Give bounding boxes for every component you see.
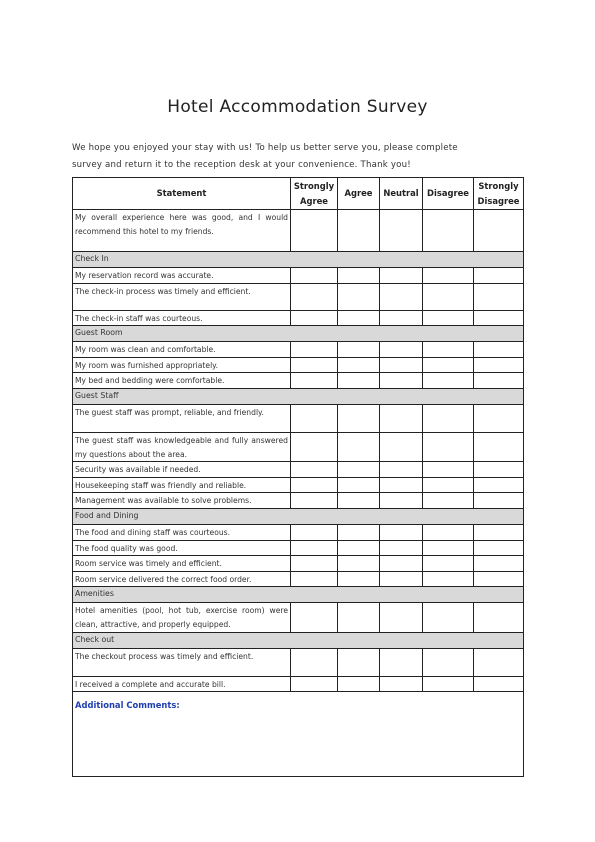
answer-cell-agree[interactable] xyxy=(338,493,380,509)
answer-cell-disagree[interactable] xyxy=(423,676,474,692)
answer-cell-disagree[interactable] xyxy=(423,310,474,326)
survey-question-row xyxy=(73,404,524,432)
answer-cell-neutral[interactable] xyxy=(380,648,423,676)
survey-question-row xyxy=(73,571,524,587)
answer-cell-disagree[interactable] xyxy=(423,373,474,389)
answer-cell-strongly-disagree[interactable] xyxy=(474,310,524,326)
section-title: Guest Staff xyxy=(73,388,524,404)
survey-question-row xyxy=(73,210,524,252)
answer-cell-strongly-disagree[interactable] xyxy=(474,603,524,632)
answer-cell-agree[interactable] xyxy=(338,524,380,540)
answer-cell-strongly-agree[interactable] xyxy=(291,373,338,389)
survey-question-row xyxy=(73,540,524,556)
answer-cell-agree[interactable] xyxy=(338,268,380,284)
answer-cell-agree[interactable] xyxy=(338,342,380,358)
survey-question-row xyxy=(73,493,524,509)
statement-text: The check-in staff was courteous. xyxy=(73,310,291,326)
answer-cell-strongly-agree[interactable] xyxy=(291,540,338,556)
answer-cell-agree[interactable] xyxy=(338,210,380,252)
answer-cell-strongly-disagree[interactable] xyxy=(474,477,524,493)
answer-cell-strongly-disagree[interactable] xyxy=(474,556,524,572)
answer-cell-strongly-disagree[interactable] xyxy=(474,676,524,692)
answer-cell-neutral[interactable] xyxy=(380,462,423,478)
statement-text: The check-in process was timely and efficient. xyxy=(73,283,291,310)
answer-cell-strongly-agree[interactable] xyxy=(291,477,338,493)
survey-question-row xyxy=(73,556,524,572)
answer-cell-strongly-agree[interactable] xyxy=(291,210,338,252)
section-title: Amenities xyxy=(73,587,524,603)
answer-cell-strongly-agree[interactable] xyxy=(291,268,338,284)
statement-text: I received a complete and accurate bill. xyxy=(73,676,291,692)
answer-cell-strongly-disagree[interactable] xyxy=(474,373,524,389)
answer-cell-strongly-agree[interactable] xyxy=(291,556,338,572)
survey-question-row xyxy=(73,524,524,540)
answer-cell-neutral[interactable] xyxy=(380,432,423,461)
answer-cell-strongly-agree[interactable] xyxy=(291,342,338,358)
survey-question-row xyxy=(73,283,524,310)
answer-cell-strongly-agree[interactable] xyxy=(291,283,338,310)
answer-cell-agree[interactable] xyxy=(338,404,380,432)
statement-text: The guest staff was knowledgeable and fully answered my questions about the area. xyxy=(73,432,291,461)
answer-cell-agree[interactable] xyxy=(338,571,380,587)
survey-body xyxy=(73,210,524,692)
answer-cell-neutral[interactable] xyxy=(380,477,423,493)
header-strongly-disagree: Strongly Disagree xyxy=(474,178,524,210)
answer-cell-neutral[interactable] xyxy=(380,524,423,540)
answer-cell-neutral[interactable] xyxy=(380,404,423,432)
survey-table xyxy=(72,177,524,777)
answer-cell-strongly-disagree[interactable] xyxy=(474,648,524,676)
header-agree: Agree xyxy=(338,178,380,210)
header-statement: Statement xyxy=(73,178,291,210)
answer-cell-disagree[interactable] xyxy=(423,477,474,493)
section-title: Check In xyxy=(73,252,524,268)
answer-cell-neutral[interactable] xyxy=(380,342,423,358)
section-header-row xyxy=(73,587,524,603)
answer-cell-neutral[interactable] xyxy=(380,357,423,373)
answer-cell-agree[interactable] xyxy=(338,310,380,326)
answer-cell-disagree[interactable] xyxy=(423,462,474,478)
answer-cell-disagree[interactable] xyxy=(423,432,474,461)
answer-cell-agree[interactable] xyxy=(338,462,380,478)
answer-cell-agree[interactable] xyxy=(338,603,380,632)
answer-cell-disagree[interactable] xyxy=(423,571,474,587)
statement-text: My room was furnished appropriately. xyxy=(73,357,291,373)
intro-text-line-2: survey and return it to the reception desk at your convenience. Thank you! xyxy=(72,160,411,170)
answer-cell-strongly-agree[interactable] xyxy=(291,524,338,540)
statement-text: The food quality was good. xyxy=(73,540,291,556)
survey-question-row xyxy=(73,268,524,284)
answer-cell-strongly-disagree[interactable] xyxy=(474,342,524,358)
answer-cell-agree[interactable] xyxy=(338,540,380,556)
answer-cell-neutral[interactable] xyxy=(380,210,423,252)
survey-question-row xyxy=(73,676,524,692)
answer-cell-strongly-agree[interactable] xyxy=(291,404,338,432)
section-header-row xyxy=(73,388,524,404)
answer-cell-strongly-disagree[interactable] xyxy=(474,540,524,556)
comments-label: Additional Comments: xyxy=(75,700,180,711)
answer-cell-agree[interactable] xyxy=(338,373,380,389)
answer-cell-neutral[interactable] xyxy=(380,556,423,572)
statement-text: My room was clean and comfortable. xyxy=(73,342,291,358)
answer-cell-strongly-agree[interactable] xyxy=(291,432,338,461)
answer-cell-strongly-agree[interactable] xyxy=(291,357,338,373)
answer-cell-strongly-disagree[interactable] xyxy=(474,462,524,478)
answer-cell-agree[interactable] xyxy=(338,648,380,676)
answer-cell-strongly-agree[interactable] xyxy=(291,462,338,478)
section-title: Guest Room xyxy=(73,326,524,342)
comments-area[interactable] xyxy=(73,692,524,777)
answer-cell-neutral[interactable] xyxy=(380,603,423,632)
section-header-row xyxy=(73,508,524,524)
answer-cell-neutral[interactable] xyxy=(380,283,423,310)
statement-text: The food and dining staff was courteous. xyxy=(73,524,291,540)
answer-cell-disagree[interactable] xyxy=(423,524,474,540)
section-header-row xyxy=(73,326,524,342)
answer-cell-neutral[interactable] xyxy=(380,373,423,389)
answer-cell-strongly-disagree[interactable] xyxy=(474,283,524,310)
survey-question-row xyxy=(73,310,524,326)
answer-cell-neutral[interactable] xyxy=(380,268,423,284)
answer-cell-agree[interactable] xyxy=(338,676,380,692)
statement-text: My reservation record was accurate. xyxy=(73,268,291,284)
answer-cell-disagree[interactable] xyxy=(423,556,474,572)
statement-text: My overall experience here was good, and I would recommend this hotel to my friends. xyxy=(73,210,291,252)
statement-text: Housekeeping staff was friendly and reliable. xyxy=(73,477,291,493)
answer-cell-disagree[interactable] xyxy=(423,648,474,676)
statement-text: The guest staff was prompt, reliable, and friendly. xyxy=(73,404,291,432)
survey-question-row xyxy=(73,342,524,358)
answer-cell-disagree[interactable] xyxy=(423,210,474,252)
section-header-row xyxy=(73,252,524,268)
answer-cell-strongly-disagree[interactable] xyxy=(474,524,524,540)
answer-cell-strongly-agree[interactable] xyxy=(291,648,338,676)
answer-cell-neutral[interactable] xyxy=(380,676,423,692)
answer-cell-agree[interactable] xyxy=(338,283,380,310)
answer-cell-strongly-agree[interactable] xyxy=(291,310,338,326)
page-title: Hotel Accommodation Survey xyxy=(167,97,428,117)
answer-cell-neutral[interactable] xyxy=(380,571,423,587)
section-header-row xyxy=(73,632,524,648)
survey-question-row xyxy=(73,462,524,478)
answer-cell-disagree[interactable] xyxy=(423,493,474,509)
answer-cell-strongly-disagree[interactable] xyxy=(474,268,524,284)
statement-text: Room service was timely and efficient. xyxy=(73,556,291,572)
statement-text: Hotel amenities (pool, hot tub, exercise room) were clean, attractive, and properly equipped. xyxy=(73,603,291,632)
answer-cell-neutral[interactable] xyxy=(380,310,423,326)
header-row xyxy=(73,178,524,210)
answer-cell-strongly-disagree[interactable] xyxy=(474,493,524,509)
survey-question-row xyxy=(73,432,524,461)
section-title: Check out xyxy=(73,632,524,648)
answer-cell-agree[interactable] xyxy=(338,556,380,572)
answer-cell-agree[interactable] xyxy=(338,477,380,493)
answer-cell-agree[interactable] xyxy=(338,357,380,373)
answer-cell-disagree[interactable] xyxy=(423,540,474,556)
header-strongly-agree: Strongly Agree xyxy=(291,178,338,210)
answer-cell-strongly-agree[interactable] xyxy=(291,676,338,692)
answer-cell-agree[interactable] xyxy=(338,432,380,461)
answer-cell-strongly-agree[interactable] xyxy=(291,571,338,587)
answer-cell-strongly-agree[interactable] xyxy=(291,603,338,632)
survey-question-row xyxy=(73,603,524,632)
answer-cell-strongly-disagree[interactable] xyxy=(474,210,524,252)
answer-cell-neutral[interactable] xyxy=(380,540,423,556)
header-disagree: Disagree xyxy=(423,178,474,210)
statement-text: Management was available to solve problems. xyxy=(73,493,291,509)
statement-text: The checkout process was timely and efficient. xyxy=(73,648,291,676)
statement-text: Room service delivered the correct food order. xyxy=(73,571,291,587)
header-neutral: Neutral xyxy=(380,178,423,210)
statement-text: My bed and bedding were comfortable. xyxy=(73,373,291,389)
answer-cell-disagree[interactable] xyxy=(423,283,474,310)
answer-cell-strongly-disagree[interactable] xyxy=(474,357,524,373)
answer-cell-disagree[interactable] xyxy=(423,342,474,358)
answer-cell-neutral[interactable] xyxy=(380,493,423,509)
answer-cell-strongly-disagree[interactable] xyxy=(474,432,524,461)
answer-cell-disagree[interactable] xyxy=(423,268,474,284)
answer-cell-strongly-disagree[interactable] xyxy=(474,404,524,432)
survey-question-row xyxy=(73,373,524,389)
answer-cell-disagree[interactable] xyxy=(423,404,474,432)
survey-question-row xyxy=(73,648,524,676)
answer-cell-strongly-disagree[interactable] xyxy=(474,571,524,587)
survey-question-row xyxy=(73,357,524,373)
statement-text: Security was available if needed. xyxy=(73,462,291,478)
answer-cell-disagree[interactable] xyxy=(423,603,474,632)
survey-question-row xyxy=(73,477,524,493)
answer-cell-disagree[interactable] xyxy=(423,357,474,373)
intro-text-line-1: We hope you enjoyed your stay with us! To help us better serve you, please complete xyxy=(72,143,458,153)
section-title: Food and Dining xyxy=(73,508,524,524)
answer-cell-strongly-agree[interactable] xyxy=(291,493,338,509)
comments-row xyxy=(73,692,524,777)
